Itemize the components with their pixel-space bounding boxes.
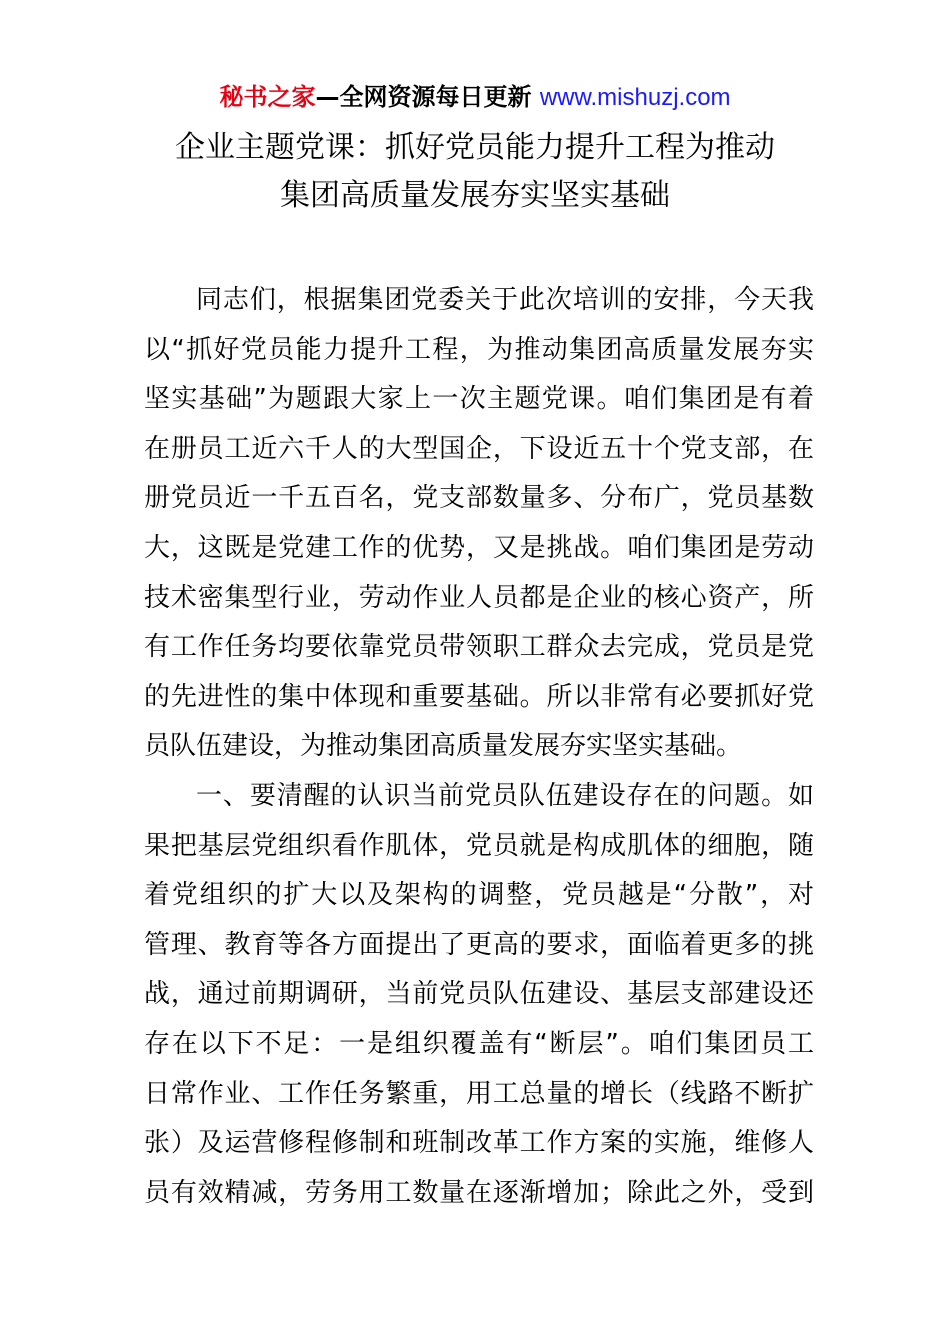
document-title-line-1: 企业主题党课：抓好党员能力提升工程为推动 [175,130,775,165]
body-line: 坚实基础”为题跟大家上一次主题党课。咱们集团是有着 [144,384,814,415]
body-line: 管理、教育等各方面提出了更高的要求，面临着更多的挑 [144,929,814,960]
body-line: 同志们，根据集团党委关于此次培训的安排，今天我 [196,285,814,315]
document-body [144,276,814,1218]
document-title-line-2: 集团高质量发展夯实坚实基础 [280,178,670,213]
body-line: 存在以下不足：一是组织覆盖有“断层”。咱们集团员工 [144,1028,814,1059]
body-line: 册党员近一千五百名，党支部数量多、分布广，党员基数 [144,483,814,514]
body-line: 有工作任务均要依靠党员带领职工群众去完成，党员是党 [144,632,814,663]
body-line: 果把基层党组织看作肌体，党员就是构成肌体的细胞，随 [144,830,814,861]
body-line: 员有效精减，劳务用工数量在逐渐增加；除此之外，受到 [144,1177,814,1208]
body-line: 一、要清醒的认识当前党员队伍建设存在的问题。如 [196,780,814,811]
body-line: 日常作业、工作任务繁重，用工总量的增长（线路不断扩 [144,1078,814,1109]
body-line: 大，这既是党建工作的优势，又是挑战。咱们集团是劳动 [144,532,814,563]
site-header [0,82,950,113]
site-tagline: —全网资源每日更新 [315,83,540,111]
site-brand: 秘书之家 [219,83,316,111]
body-line: 员队伍建设，为推动集团高质量发展夯实坚实基础。 [144,731,743,762]
body-line: 着党组织的扩大以及架构的调整，党员越是“分散”，对 [144,880,814,911]
body-line: 以“抓好党员能力提升工程，为推动集团高质量发展夯实 [144,334,814,365]
site-url: www.mishuzj.com [539,84,731,111]
body-line: 张）及运营修程修制和班制改革工作方案的实施，维修人 [144,1128,814,1159]
body-line: 在册员工近六千人的大型国企，下设近五十个党支部，在 [144,433,814,464]
body-line: 技术密集型行业，劳动作业人员都是企业的核心资产，所 [144,582,814,613]
body-line: 战，通过前期调研，当前党员队伍建设、基层支部建设还 [144,979,814,1010]
body-line: 的先进性的集中体现和重要基础。所以非常有必要抓好党 [144,681,814,712]
